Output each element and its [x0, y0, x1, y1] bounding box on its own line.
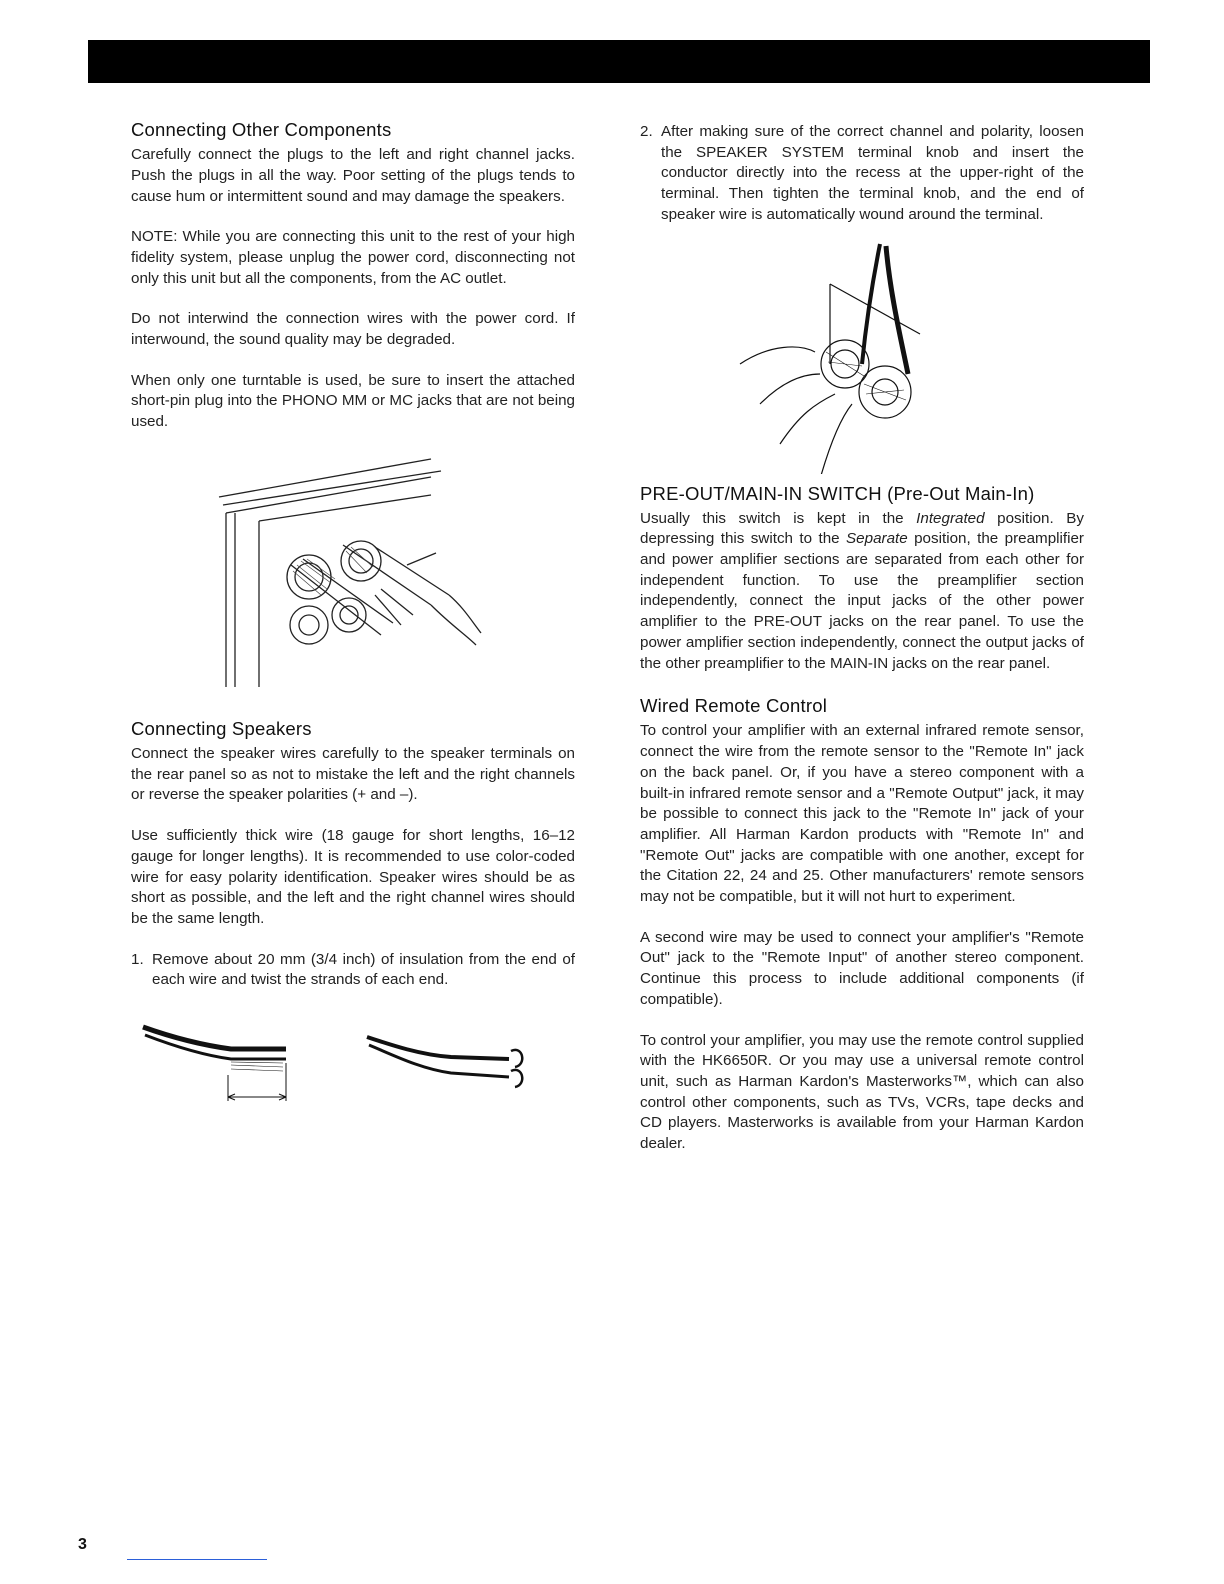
- paragraph-pre-out: [640, 509, 1084, 675]
- list-text: Remove about 20 mm (3/4 inch) of insulation from the end of each wire and twist the strands of each end.: [152, 950, 575, 989]
- left-column: [131, 118, 575, 1135]
- paragraph: Carefully connect the plugs to the left and right channel jacks. Push the plugs in all the way. Poor setting of the plugs tends to cause hum or intermittent sound and may damage the speakers.: [131, 146, 575, 205]
- heading-connecting-speakers: Connecting Speakers: [131, 717, 312, 739]
- wire-stripping-illustration: [131, 1005, 575, 1135]
- right-column: [640, 122, 1084, 1175]
- list-item: [640, 122, 1084, 226]
- list-item: [131, 950, 575, 991]
- heading-connecting-other-components: Connecting Other Components: [131, 119, 392, 140]
- mm-jack-right: [341, 541, 449, 605]
- mc-jack-right: [332, 598, 366, 632]
- paragraph: Connect the speaker wires carefully to the speaker terminals on the rear panel so as not to mistake the left and the right channels or reverse the speaker polarities (+ and –).: [131, 744, 575, 804]
- note-label: NOTE:: [131, 228, 178, 246]
- paragraph: When only one turntable is used, be sure to insert the attached short-pin plug into the PHONO MM or MC jacks that are not being used.: [131, 371, 575, 431]
- speaker-terminal-illustration: [640, 234, 1084, 474]
- paragraph: To control your amplifier, you may use the remote control supplied with the HK6650R. Or you may use a universal remote control unit, such as Harman Kardon's Masterworks™, which can also control other components, such as TVs, VCRs, tape decks and CD players. Masterworks is available from your Harman Kardon dealer.: [640, 1031, 1084, 1153]
- heading-wired-remote-control: Wired Remote Control: [640, 695, 828, 717]
- paragraph: To control your amplifier with an external infrared remote sensor, connect the wire from the remote sensor to the "Remote In" jack on the back panel. Or, if you have a stereo component with a built-in infrared remote sensor and a "Remote Output" jack, it may be possible to connect this jack to the "Remote In" jack of your amplifier. All Harman Kardon products with "Remote In" and "Remote Out" jacks are compatible with one another, except for the Citation 22, 24 and 25. Other manufacturers' remote sensors may not be compatible, but it will not hurt to experiment.: [640, 722, 1084, 906]
- emphasis-integrated: Integrated: [916, 509, 985, 527]
- list-text: After making sure of the correct channel and polarity, loosen the SPEAKER SYSTEM terminal knob and insert the conductor directly into the recess at the upper-right of the terminal. Then tighten the terminal knob, and the end of speaker wire is automatically wound around the terminal.: [661, 123, 1084, 223]
- emphasis-separate: Separate: [846, 530, 908, 548]
- mm-jack-left: [287, 555, 393, 635]
- footer-rule: [127, 1559, 267, 1560]
- list-number: 1.: [131, 950, 144, 968]
- fingers: [740, 347, 852, 474]
- text-run: Usually this switch is kept in the: [640, 509, 917, 527]
- note-paragraph: [131, 227, 575, 289]
- text-run: position, the preamplifier and power amplifier sections are separated from each other for independent function. To use the preamplifier section independently, connect the input jacks of the other power amplifier to the PRE-OUT jacks on the rear panel. To use the power amplifier section independently, connect the output jacks of the other preamplifier to the MAIN-IN jacks on the rear panel.: [640, 530, 1084, 672]
- mc-jack-left: [290, 606, 328, 644]
- terminal-knob-right: [859, 366, 911, 418]
- phono-jacks-illustration: [131, 455, 575, 705]
- paragraph: A second wire may be used to connect your amplifier's "Remote Out" jack to the "Remote Input" of another stereo component. Continue this process to include additional components (if compatible).: [640, 928, 1084, 1008]
- paragraph: Use sufficiently thick wire (18 gauge for short lengths, 16–12 gauge for longer lengths). It is recommended to use color-coded wire for easy polarity identification. Speaker wires should be as short as possible, and the left and the right channel wires should be the same length.: [131, 827, 575, 927]
- note-text: While you are connecting this unit to the rest of your high fidelity system, please unplug the power cord, disconnecting not only this unit but all the components, from the AC outlet.: [131, 228, 575, 287]
- list-number: 2.: [640, 123, 653, 140]
- paragraph: Do not interwind the connection wires with the power cord. If interwound, the sound quality may be degraded.: [131, 310, 575, 349]
- header-bar: [88, 40, 1150, 83]
- twisted-wire: [367, 1037, 522, 1087]
- heading-pre-out-main-in: PRE-OUT/MAIN-IN SWITCH (Pre-Out Main-In): [640, 482, 1035, 504]
- stripped-wire: [143, 1027, 286, 1101]
- text-run: position. By depressing this switch to the: [640, 509, 1084, 548]
- page-number: 3: [78, 1536, 87, 1553]
